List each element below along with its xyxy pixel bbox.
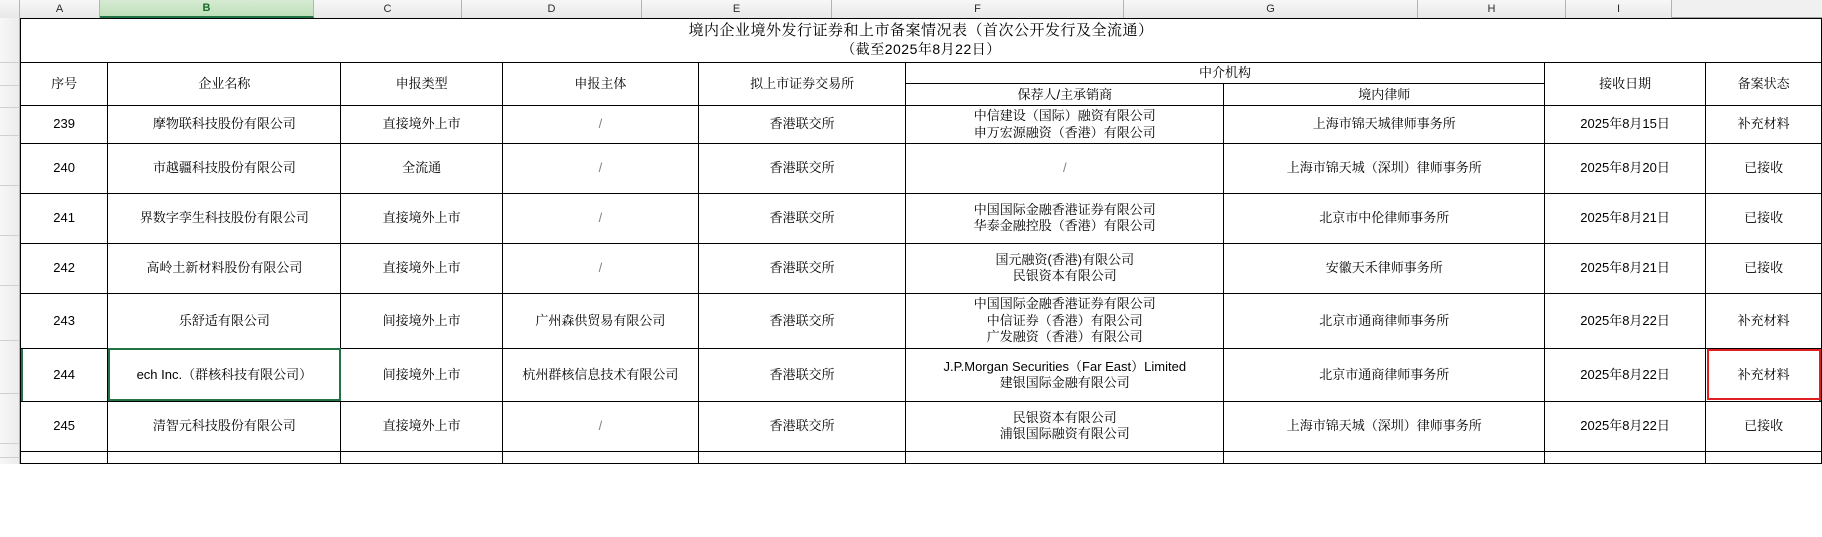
header-received-date: 接收日期 bbox=[1544, 63, 1705, 106]
cell-company[interactable]: 摩物联科技股份有限公司 bbox=[108, 106, 341, 144]
cell-company[interactable]: 乐舒适有限公司 bbox=[108, 293, 341, 348]
cell-exchange[interactable]: 香港联交所 bbox=[699, 348, 906, 401]
cell-received-date[interactable]: 2025年8月15日 bbox=[1544, 106, 1705, 144]
header-domestic-lawyer: 境内律师 bbox=[1224, 84, 1544, 106]
cell-filing-type[interactable]: 直接境外上市 bbox=[341, 106, 502, 144]
cell-partial[interactable] bbox=[502, 451, 698, 463]
cell-partial[interactable] bbox=[341, 451, 502, 463]
cell-partial[interactable] bbox=[21, 451, 108, 463]
sponsor-line: 中国国际金融香港证券有限公司 bbox=[973, 202, 1156, 217]
sponsor-line: 中信证券（香港）有限公司 bbox=[986, 312, 1143, 328]
column-header-row bbox=[0, 0, 1822, 18]
cell-filing-type[interactable]: 全流通 bbox=[341, 143, 502, 193]
cell-status[interactable]: 已接收 bbox=[1706, 243, 1822, 293]
cell-filing-entity[interactable]: / bbox=[502, 401, 698, 451]
sponsor-line: 浦银国际融资有限公司 bbox=[999, 426, 1130, 442]
cell-exchange[interactable]: 香港联交所 bbox=[699, 293, 906, 348]
cell-filing-entity[interactable]: 杭州群核信息技术有限公司 bbox=[502, 348, 698, 401]
cell-sponsor[interactable] bbox=[906, 243, 1224, 293]
header-status: 备案状态 bbox=[1706, 63, 1822, 106]
cell-filing-entity[interactable]: / bbox=[502, 243, 698, 293]
cell-seq[interactable]: 243 bbox=[21, 293, 108, 348]
column-header-g[interactable]: G bbox=[1124, 0, 1418, 18]
cell-company[interactable]: 市越疆科技股份有限公司 bbox=[108, 143, 341, 193]
cell-filing-type[interactable]: 直接境外上市 bbox=[341, 193, 502, 243]
cell-received-date[interactable]: 2025年8月22日 bbox=[1544, 348, 1705, 401]
select-all-corner[interactable] bbox=[0, 0, 20, 18]
cell-sponsor[interactable] bbox=[906, 293, 1224, 348]
column-header-a[interactable]: A bbox=[20, 0, 100, 18]
cell-filing-type[interactable]: 直接境外上市 bbox=[341, 401, 502, 451]
cell-sponsor[interactable] bbox=[906, 106, 1224, 144]
row-header-245[interactable] bbox=[0, 394, 19, 444]
cell-partial[interactable] bbox=[108, 451, 341, 463]
cell-received-date[interactable]: 2025年8月22日 bbox=[1544, 401, 1705, 451]
title-line-2: （截至2025年8月22日） bbox=[841, 41, 1001, 58]
row-header-title[interactable] bbox=[0, 18, 19, 63]
header-filing-type: 申报类型 bbox=[341, 63, 502, 106]
sponsor-line: 申万宏源融资（香港）有限公司 bbox=[973, 124, 1156, 140]
column-header-d[interactable]: D bbox=[462, 0, 642, 18]
sponsor-line: 建银国际金融有限公司 bbox=[999, 374, 1130, 390]
row-header-column bbox=[0, 18, 20, 464]
cell-partial[interactable] bbox=[1224, 451, 1544, 463]
cell-sponsor[interactable] bbox=[906, 193, 1224, 243]
cell-status[interactable]: 已接收 bbox=[1706, 143, 1822, 193]
sponsor-line: J.P.Morgan Securities（Far East）Limited bbox=[943, 358, 1187, 374]
header-intermediaries: 中介机构 bbox=[906, 63, 1545, 84]
cell-filing-type[interactable]: 间接境外上市 bbox=[341, 293, 502, 348]
cell-received-date[interactable]: 2025年8月21日 bbox=[1544, 193, 1705, 243]
cell-status[interactable]: 补充材料 bbox=[1706, 106, 1822, 144]
table-row[interactable] bbox=[21, 401, 1822, 451]
header-company: 企业名称 bbox=[108, 63, 341, 106]
cell-received-date[interactable]: 2025年8月20日 bbox=[1544, 143, 1705, 193]
cell-partial[interactable] bbox=[699, 451, 906, 463]
cell-received-date[interactable]: 2025年8月21日 bbox=[1544, 243, 1705, 293]
cell-partial[interactable] bbox=[1706, 451, 1822, 463]
cell-company[interactable]: 高岭土新材料股份有限公司 bbox=[108, 243, 341, 293]
row-header-244[interactable] bbox=[0, 341, 19, 394]
header-seq: 序号 bbox=[21, 63, 108, 106]
row-header-hdr1[interactable] bbox=[0, 63, 19, 86]
cell-domestic-lawyer[interactable]: 安徽天禾律师事务所 bbox=[1224, 243, 1544, 293]
sponsor-line: 广发融资（香港）有限公司 bbox=[986, 328, 1143, 344]
cell-status[interactable]: 已接收 bbox=[1706, 193, 1822, 243]
row-header-239[interactable] bbox=[0, 108, 19, 136]
cell-filing-entity[interactable]: / bbox=[502, 106, 698, 144]
cell-filing-entity[interactable]: / bbox=[502, 193, 698, 243]
row-header-hdr2[interactable] bbox=[0, 86, 19, 108]
cell-seq[interactable]: 240 bbox=[21, 143, 108, 193]
cell-company-active[interactable]: ech Inc.（群核科技有限公司） bbox=[108, 348, 341, 401]
row-header-243[interactable] bbox=[0, 286, 19, 341]
cell-exchange[interactable]: 香港联交所 bbox=[699, 401, 906, 451]
cell-seq[interactable]: 242 bbox=[21, 243, 108, 293]
column-header-c[interactable]: C bbox=[314, 0, 462, 18]
cell-seq[interactable]: 241 bbox=[21, 193, 108, 243]
header-filing-entity: 申报主体 bbox=[502, 63, 698, 106]
header-row-1 bbox=[21, 63, 1822, 84]
header-sponsor: 保荐人/主承销商 bbox=[906, 84, 1224, 106]
filing-table bbox=[20, 18, 1822, 464]
cell-filing-entity[interactable]: 广州森供贸易有限公司 bbox=[502, 293, 698, 348]
table-row[interactable] bbox=[21, 293, 1822, 348]
cell-seq[interactable]: 245 bbox=[21, 401, 108, 451]
column-header-b[interactable]: B bbox=[100, 0, 314, 18]
cell-partial[interactable] bbox=[906, 451, 1224, 463]
cell-filing-type[interactable]: 直接境外上市 bbox=[341, 243, 502, 293]
sponsor-line: 国元融资(香港)有限公司 bbox=[995, 252, 1135, 267]
cell-seq[interactable]: 244 bbox=[21, 348, 108, 401]
cell-status[interactable]: 补充材料 bbox=[1706, 293, 1822, 348]
column-header-h[interactable]: H bbox=[1418, 0, 1566, 18]
cell-filing-entity[interactable]: / bbox=[502, 143, 698, 193]
row-header-241[interactable] bbox=[0, 186, 19, 236]
cell-exchange[interactable]: 香港联交所 bbox=[699, 243, 906, 293]
row-header-partial[interactable] bbox=[0, 444, 19, 458]
cell-status-highlighted[interactable]: 补充材料 bbox=[1706, 348, 1822, 401]
cell-domestic-lawyer[interactable]: 上海市锦天城（深圳）律师事务所 bbox=[1224, 143, 1544, 193]
row-header-240[interactable] bbox=[0, 136, 19, 186]
cell-sponsor[interactable] bbox=[906, 348, 1224, 401]
sponsor-line: 中信建设（国际）融资有限公司 bbox=[973, 108, 1156, 124]
cell-exchange[interactable]: 香港联交所 bbox=[699, 143, 906, 193]
cell-status[interactable]: 已接收 bbox=[1706, 401, 1822, 451]
title-line-1: 境内企业境外发行证券和上市备案情况表（首次公开发行及全流通） bbox=[688, 22, 1154, 40]
cell-sponsor[interactable] bbox=[906, 143, 1224, 193]
cell-filing-type[interactable]: 间接境外上市 bbox=[341, 348, 502, 401]
sheet-title bbox=[21, 19, 1822, 63]
table-row[interactable] bbox=[21, 243, 1822, 293]
cell-received-date[interactable]: 2025年8月22日 bbox=[1544, 293, 1705, 348]
table-row[interactable] bbox=[21, 143, 1822, 193]
grid-body bbox=[0, 18, 1822, 464]
cell-domestic-lawyer[interactable]: 上海市锦天城（深圳）律师事务所 bbox=[1224, 401, 1544, 451]
cell-sponsor[interactable] bbox=[906, 401, 1224, 451]
sponsor-line: / bbox=[1062, 160, 1067, 176]
column-header-f[interactable]: F bbox=[832, 0, 1124, 18]
cell-company[interactable]: 界数字孪生科技股份有限公司 bbox=[108, 193, 341, 243]
cell-domestic-lawyer[interactable]: 北京市通商律师事务所 bbox=[1224, 293, 1544, 348]
table-row-partial[interactable] bbox=[21, 451, 1822, 463]
table-row[interactable] bbox=[21, 193, 1822, 243]
cell-exchange[interactable]: 香港联交所 bbox=[699, 106, 906, 144]
cell-domestic-lawyer[interactable]: 上海市锦天城律师事务所 bbox=[1224, 106, 1544, 144]
cell-partial[interactable] bbox=[1544, 451, 1705, 463]
column-header-i[interactable]: I bbox=[1566, 0, 1672, 18]
cell-domestic-lawyer[interactable]: 北京市中伦律师事务所 bbox=[1224, 193, 1544, 243]
table-row[interactable] bbox=[21, 106, 1822, 144]
column-header-e[interactable]: E bbox=[642, 0, 832, 18]
cell-exchange[interactable]: 香港联交所 bbox=[699, 193, 906, 243]
sponsor-line: 民银资本有限公司 bbox=[1012, 410, 1117, 425]
header-exchange: 拟上市证券交易所 bbox=[699, 63, 906, 106]
sponsor-line: 民银资本有限公司 bbox=[1012, 268, 1117, 284]
table-row-selected[interactable] bbox=[21, 348, 1822, 401]
sponsor-line: 中国国际金融香港证券有限公司 bbox=[973, 296, 1156, 312]
cell-company[interactable]: 清智元科技股份有限公司 bbox=[108, 401, 341, 451]
cell-seq[interactable]: 239 bbox=[21, 106, 108, 144]
title-row bbox=[21, 19, 1822, 63]
cell-domestic-lawyer[interactable]: 北京市通商律师事务所 bbox=[1224, 348, 1544, 401]
row-header-242[interactable] bbox=[0, 236, 19, 286]
sponsor-line: 华泰金融控股（香港）有限公司 bbox=[973, 218, 1156, 234]
